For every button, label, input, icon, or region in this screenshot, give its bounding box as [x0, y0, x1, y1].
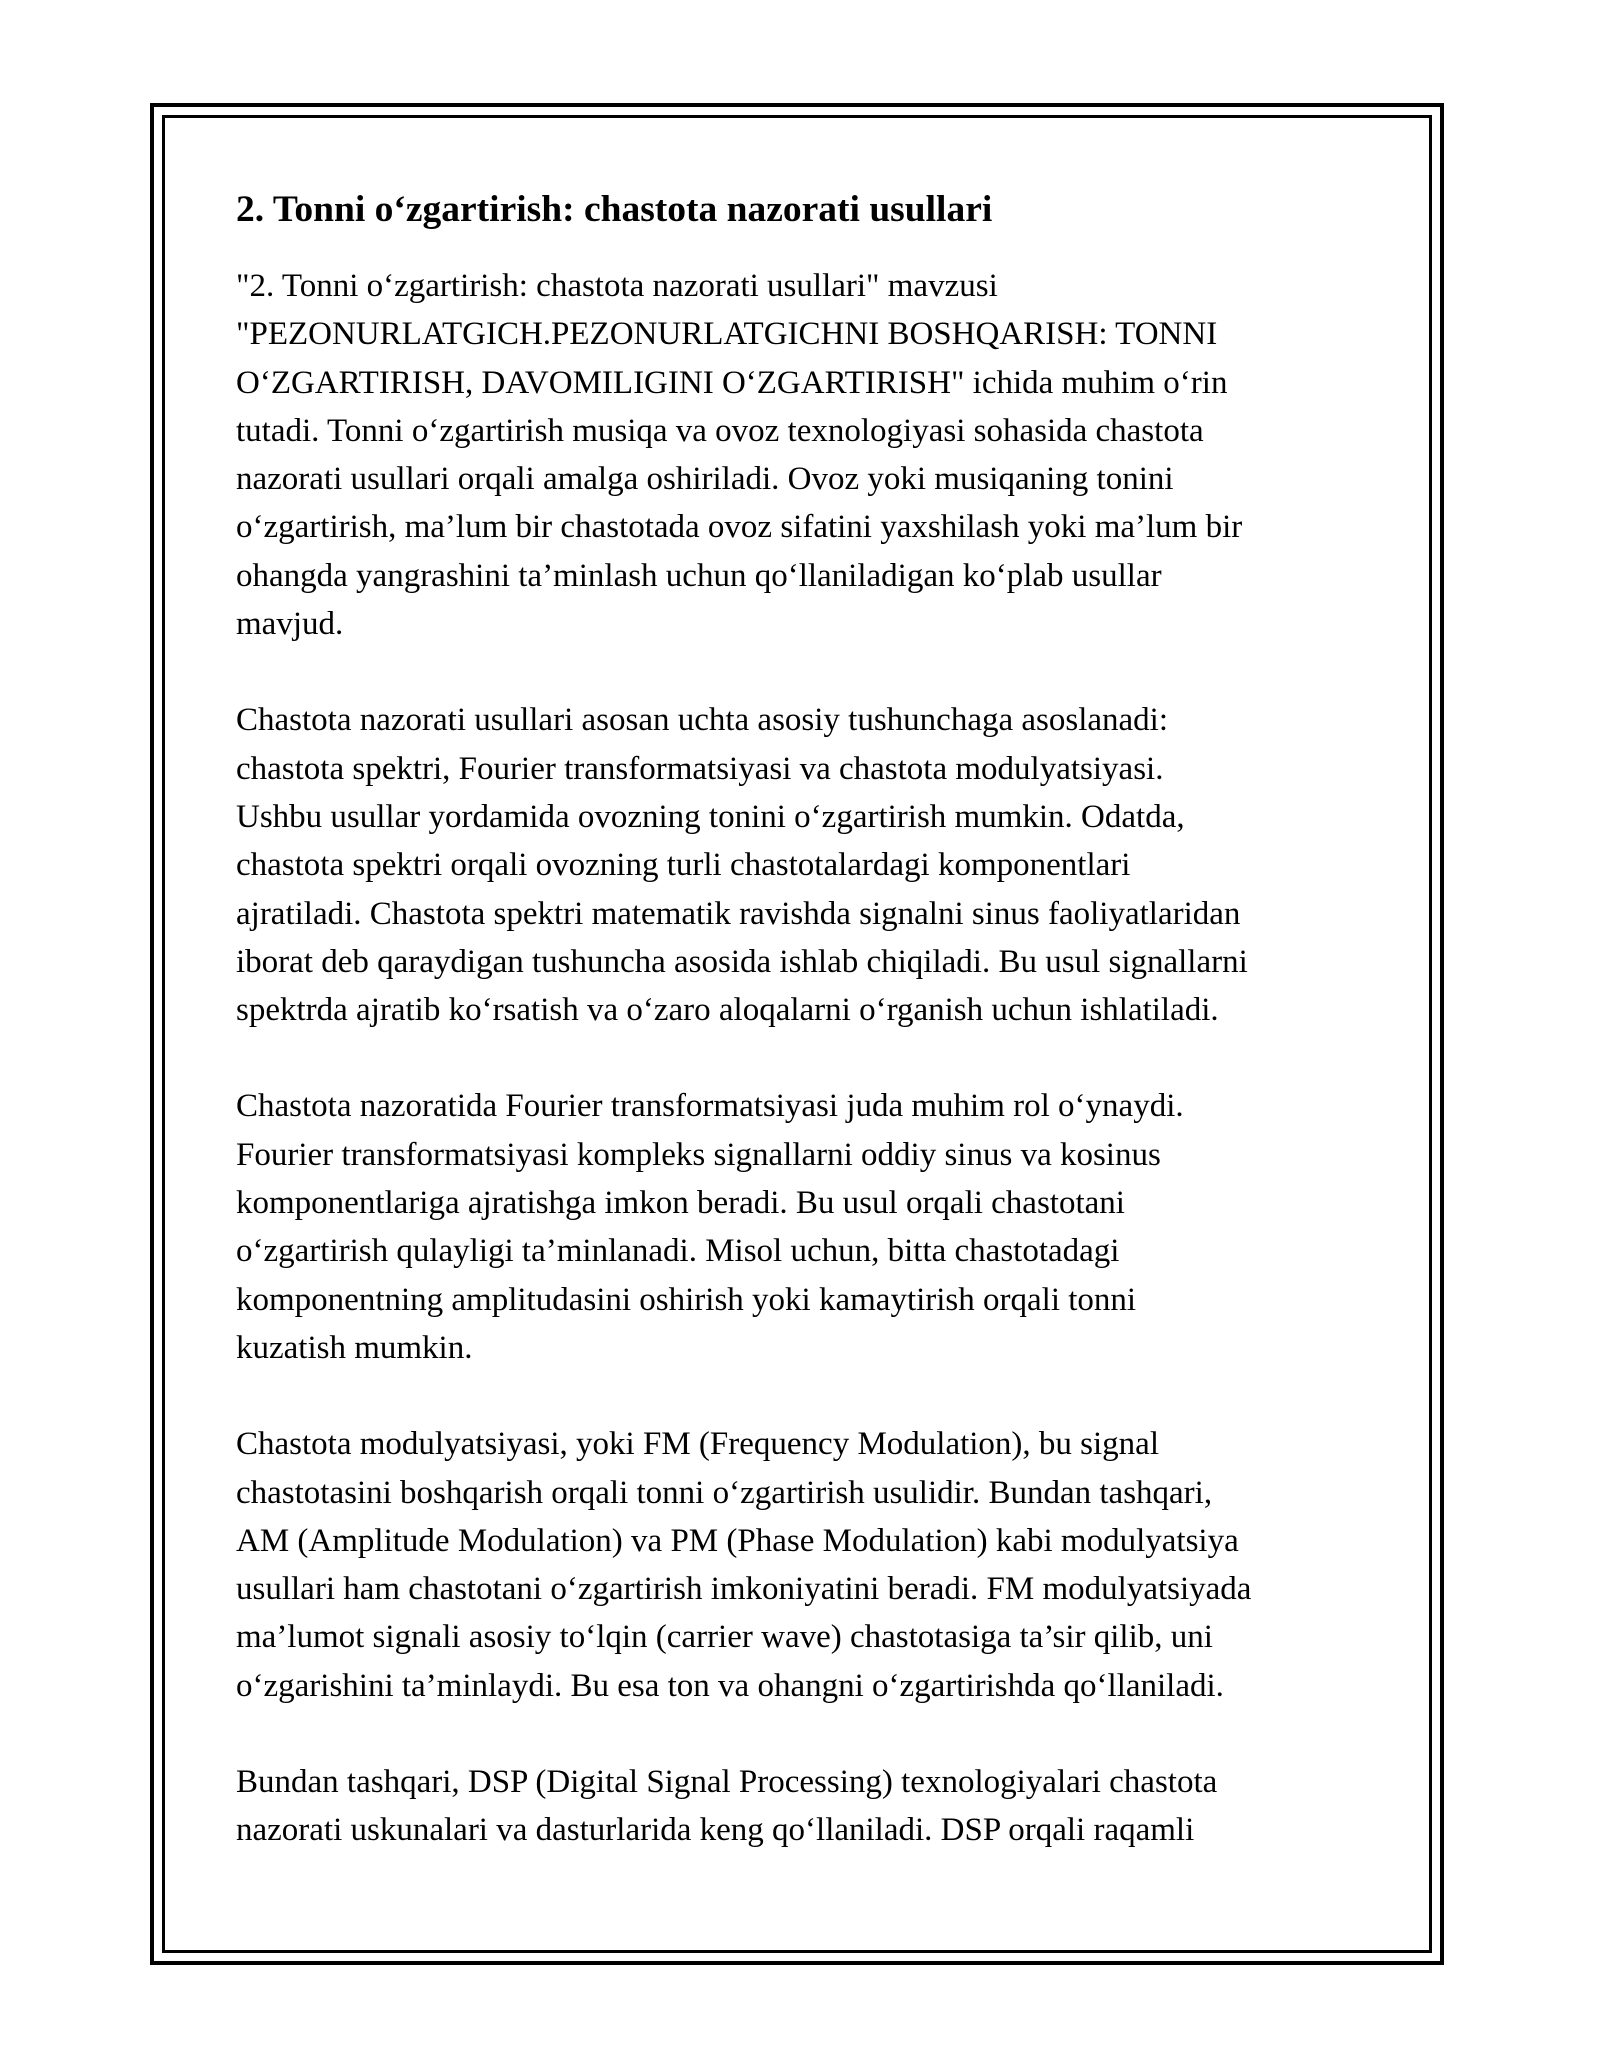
text-line: Bundan tashqari, DSP (Digital Signal Processing) texnologiyalari chastota — [236, 1764, 1218, 1801]
text-line: ma’lumot signali asosiy to‘lqin (carrier wave) chastotasiga ta’sir qilib, uni — [236, 1619, 1213, 1656]
text-line: O‘ZGARTIRISH, DAVOMILIGINI O‘ZGARTIRISH" ichida muhim o‘rin — [236, 364, 1228, 401]
text-line: Chastota nazorati usullari asosan uchta asosiy tushunchaga asoslanadi: — [236, 702, 1169, 739]
text-line: nazorati uskunalari va dasturlarida keng qo‘llaniladi. DSP orqali raqamli — [236, 1812, 1195, 1849]
paragraph-1 — [236, 262, 1366, 648]
text-line: kuzatish mumkin. — [236, 1329, 473, 1366]
paragraph-2 — [236, 696, 1366, 1034]
text-line: "PEZONURLATGICH.PEZONURLATGICHNI BOSHQARISH: TONNI — [236, 316, 1218, 353]
text-line: chastota spektri, Fourier transformatsiyasi va chastota modulyatsiyasi. — [236, 750, 1164, 787]
text-line: Ushbu usullar yordamida ovozning tonini o‘zgartirish mumkin. Odatda, — [236, 798, 1185, 835]
text-line: komponentlariga ajratishga imkon beradi. Bu usul orqali chastotani — [236, 1185, 1125, 1222]
document-body — [236, 186, 1366, 1903]
text-line: Chastota nazoratida Fourier transformatsiyasi juda muhim rol o‘ynaydi. — [236, 1088, 1184, 1125]
text-line: usullari ham chastotani o‘zgartirish imkoniyatini beradi. FM modulyatsiyada — [236, 1571, 1252, 1608]
text-line: o‘zgarishini ta’minlaydi. Bu esa ton va ohangni o‘zgartirishda qo‘llaniladi. — [236, 1667, 1224, 1704]
text-line: o‘zgartirish qulayligi ta’minlanadi. Misol uchun, bitta chastotadagi — [236, 1233, 1120, 1270]
text-line: "2. Tonni o‘zgartirish: chastota nazorati usullari" mavzusi — [236, 268, 998, 304]
text-line: ajratiladi. Chastota spektri matematik ravishda signalni sinus faoliyatlaridan — [236, 895, 1241, 932]
text-line: mavjud. — [236, 606, 344, 643]
paragraph-3 — [236, 1082, 1366, 1372]
text-line: ohangda yangrashini ta’minlash uchun qo‘llaniladigan ko‘plab usullar — [236, 557, 1162, 594]
document-title: 2. Tonni o‘zgartirish: chastota nazorati usullari — [236, 189, 993, 230]
text-line: spektrda ajratib ko‘rsatish va o‘zaro aloqalarni o‘rganish uchun ishlatiladi. — [236, 992, 1219, 1029]
text-line: chastotasini boshqarish orqali tonni o‘zgartirish usulidir. Bundan tashqari, — [236, 1474, 1213, 1511]
text-line: Chastota modulyatsiyasi, yoki FM (Frequency Modulation), bu signal — [236, 1426, 1160, 1463]
text-line: o‘zgartirish, ma’lum bir chastotada ovoz sifatini yaxshilash yoki ma’lum bir — [236, 509, 1243, 546]
text-line: Fourier transformatsiyasi kompleks signallarni oddiy sinus va kosinus — [236, 1136, 1161, 1173]
text-line: iborat deb qaraydigan tushuncha asosida ishlab chiqiladi. Bu usul signallarni — [236, 943, 1248, 980]
paragraph-5 — [236, 1758, 1366, 1855]
paragraph-4 — [236, 1420, 1366, 1710]
text-line: AM (Amplitude Modulation) va PM (Phase Modulation) kabi modulyatsiya — [236, 1522, 1239, 1559]
text-line: nazorati usullari orqali amalga oshiriladi. Ovoz yoki musiqaning tonini — [236, 461, 1174, 498]
text-line: komponentning amplitudasini oshirish yoki kamaytirish orqali tonni — [236, 1281, 1137, 1318]
text-line: chastota spektri orqali ovozning turli chastotalardagi komponentlari — [236, 847, 1131, 884]
text-line: tutadi. Tonni o‘zgartirish musiqa va ovoz texnologiyasi sohasida chastota — [236, 412, 1204, 449]
